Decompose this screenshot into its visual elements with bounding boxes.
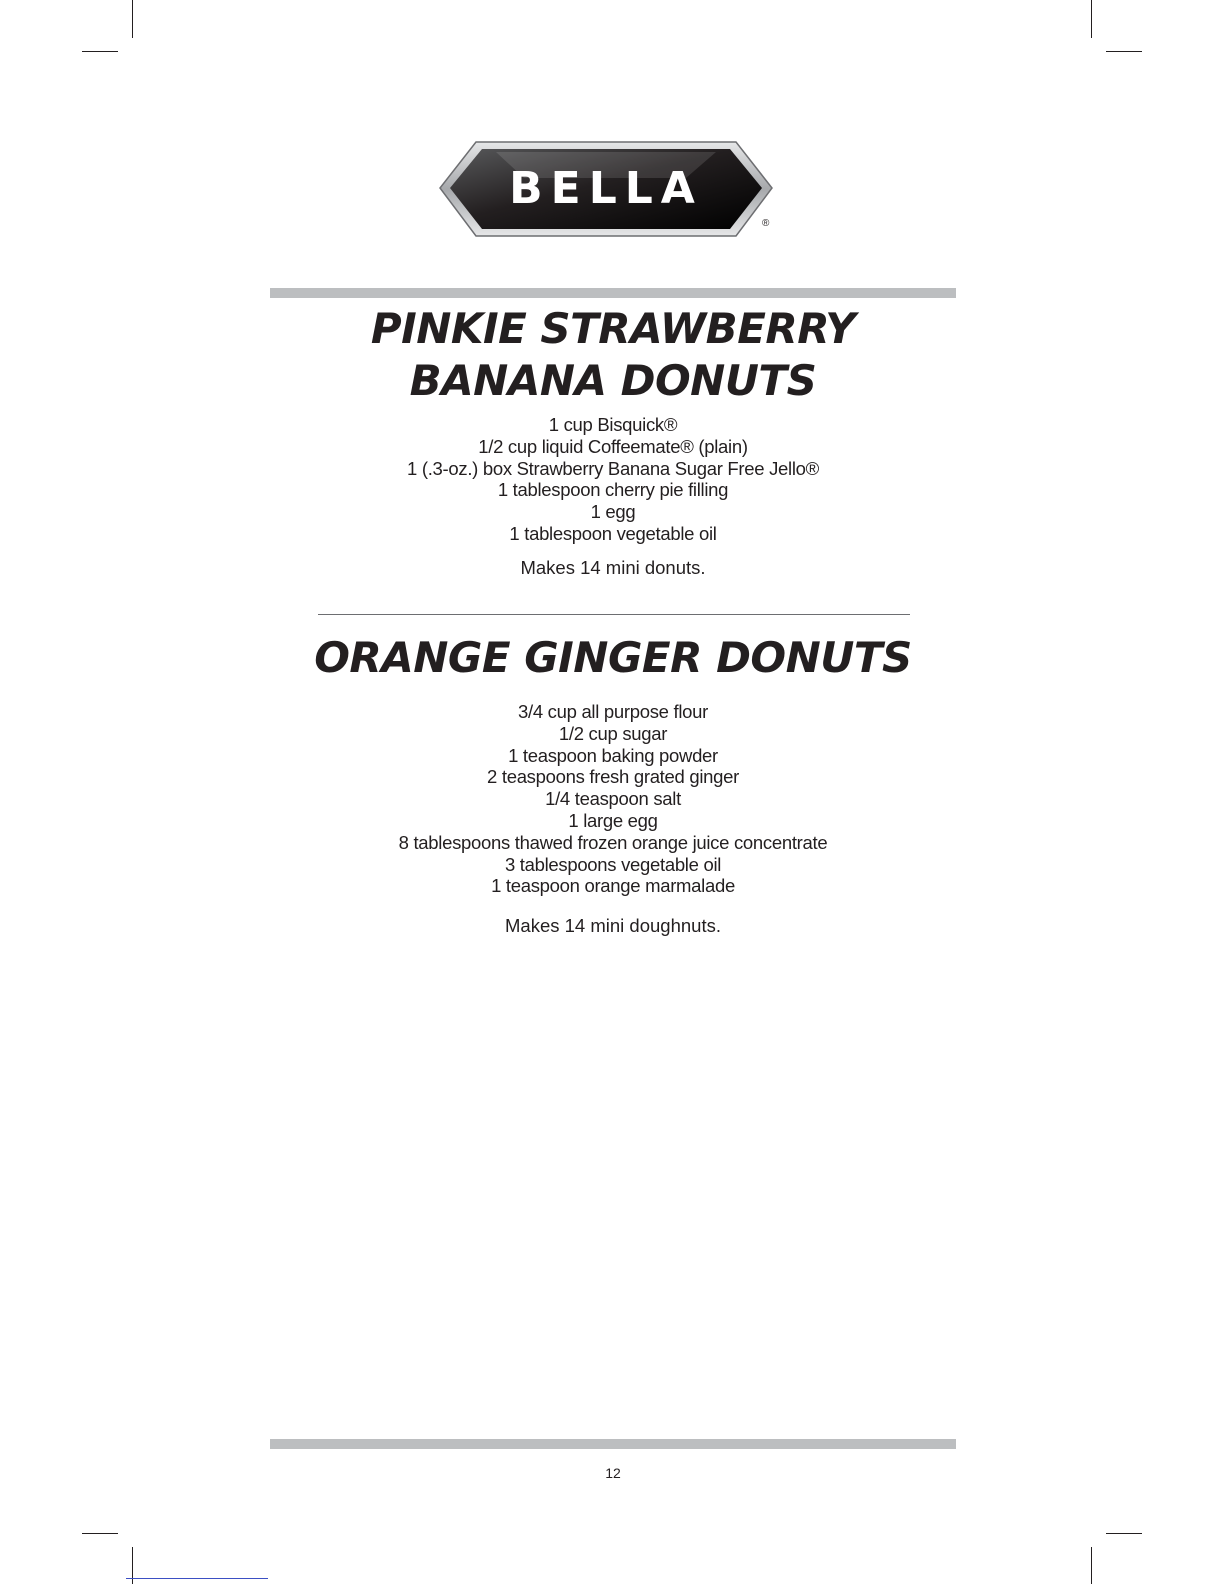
recipe-yield: Makes 14 mini donuts. (520, 557, 706, 578)
ingredient-item: 1/2 cup sugar (558, 722, 668, 744)
ingredient-item: 1/2 cup liquid Coffeemate® (plain) (478, 435, 748, 457)
crop-mark (82, 51, 118, 52)
recipe-title (270, 632, 956, 684)
crop-mark (1091, 1547, 1092, 1584)
ingredient-item: 1 teaspoon baking powder (508, 744, 718, 766)
ingredient-item: 1 cup Bisquick® (548, 414, 678, 435)
ingredient-list (270, 701, 956, 897)
bella-logo (436, 138, 776, 242)
recipe-title-line: BANANA DONUTS (409, 356, 817, 405)
recipe-title-line: PINKIE STRAWBERRY (370, 304, 856, 353)
ingredient-item: 2 teaspoons fresh grated ginger (487, 766, 739, 788)
bottom-rule (270, 1439, 956, 1449)
top-rule (270, 288, 956, 298)
ingredient-item: 1 (.3-oz.) box Strawberry Banana Sugar Free Jello® (407, 457, 819, 479)
ingredient-item: 1 egg (590, 501, 636, 523)
page-number: 12 (605, 1465, 621, 1481)
link-underline (126, 1578, 268, 1579)
logo-wordmark: BELLA (509, 163, 703, 214)
ingredient-item: 8 tablespoons thawed frozen orange juice concentrate (398, 831, 828, 853)
crop-mark (1106, 1533, 1142, 1534)
crop-mark (1091, 0, 1092, 38)
ingredient-item: 3/4 cup all purpose flour (518, 701, 708, 722)
ingredient-item: 1 tablespoon cherry pie filling (497, 479, 729, 501)
ingredient-item: 1 large egg (568, 809, 658, 831)
crop-mark (132, 0, 133, 38)
recipe-yield: Makes 14 mini doughnuts. (505, 915, 721, 936)
ingredient-item: 3 tablespoons vegetable oil (504, 853, 722, 875)
bella-logo-graphic (436, 138, 776, 242)
ingredient-list (270, 414, 956, 545)
crop-mark (1106, 51, 1142, 52)
ingredient-item: 1 tablespoon vegetable oil (509, 522, 717, 544)
crop-mark (82, 1533, 118, 1534)
recipe-title-line: ORANGE GINGER DONUTS (314, 633, 912, 682)
recipe-title (270, 303, 956, 407)
ingredient-item: 1 teaspoon orange marmalade (491, 875, 735, 897)
registered-mark: ® (762, 218, 770, 229)
section-divider (318, 614, 910, 615)
ingredient-item: 1/4 teaspoon salt (545, 788, 681, 810)
